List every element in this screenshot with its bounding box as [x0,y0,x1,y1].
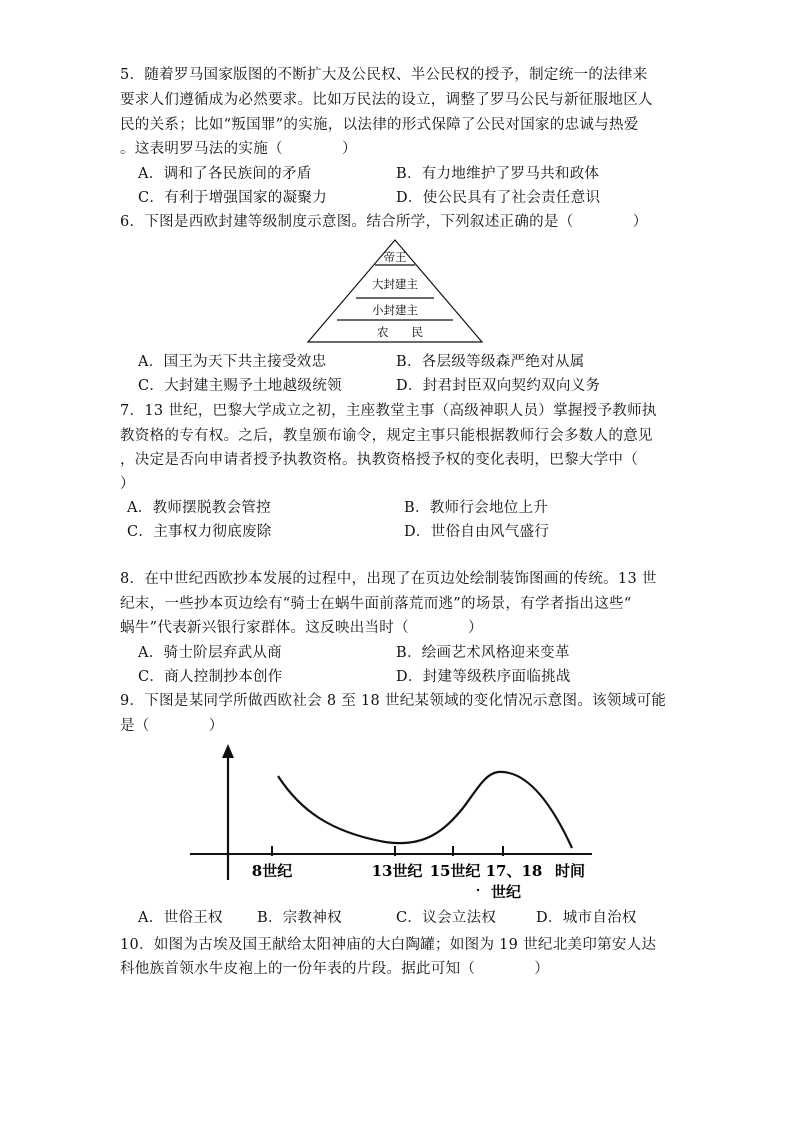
q6-stem: 6．下图是西欧封建等级制度示意图。结合所学，下列叙述正确的是（ ） [120,214,648,230]
tick-label-8th-century: 8世纪 [251,862,293,880]
q6-option-d: D．封君封臣双向契约双向义务 [396,378,601,394]
q5-option-c: C．有利于增强国家的凝聚力 [138,190,327,206]
q10-line-1: 10．如图为古埃及国王献给太阳神庙的大白陶罐；如图为 19 世纪北美印第安人达 [120,937,657,953]
tick-label-13th-century: 13世纪 [371,862,423,880]
q7-line-2: 教资格的专有权。之后，教皇颁布谕令，规定主事只能根据教师行会多数人的意见 [120,428,653,444]
stray-dot [477,889,479,891]
q5-option-a: A．调和了各民族间的矛盾 [138,166,312,182]
pyramid-level-great-lords: 大封建主 [372,277,418,291]
pyramid-level-emperor: 帝王 [383,250,407,264]
q6-option-c: C．大封建主赐予土地越级统领 [138,378,342,394]
feudal-hierarchy-pyramid [300,236,490,348]
pyramid-level-peasants: 农 民 [377,325,423,339]
q8-option-c: C．商人控制抄本创作 [138,669,283,685]
q5-line-2: 要求人们遵循成为必然要求。比如万民法的设立，调整了罗马公民与新征服地区人 [120,92,653,108]
q5-line-1: 5．随着罗马国家版图的不断扩大及公民权、半公民权的授予，制定统一的法律来 [120,67,648,83]
q7-option-d: D．世俗自由风气盛行 [404,524,550,540]
q9-option-a: A．世俗王权 [138,910,223,926]
q9-option-c: C．议会立法权 [396,910,497,926]
tick-label-17-18: 17、18 [485,862,543,880]
q5-line-4: 。这表明罗马法的实施（ ） [120,141,357,157]
q7-line-1: 7．13 世纪，巴黎大学成立之初，主座教堂主事（高级神职人员）掌握授予教师执 [120,403,657,419]
q8-line-3: 蜗牛”代表新兴银行家群体。这反映出当时（ ） [120,620,483,636]
q7-option-a: A．教师摆脱教会管控 [127,500,271,516]
q9-option-d: D．城市自治权 [536,910,637,926]
q10-line-2: 科他族首领水牛皮袍上的一份年表的片段。据此可知（ ） [120,961,550,977]
q8-option-b: B．绘画艺术风格迎来变革 [396,645,570,661]
q9-line-2: 是（ ） [120,718,224,734]
q7-line-3: ，决定是否向申请者授予执教资格。执教资格授予权的变化表明，巴黎大学中（ [120,452,638,468]
tick-label-15th-century: 15世纪 [429,862,481,880]
q5-option-d: D．使公民具有了社会责任意识 [396,190,601,206]
y-axis-arrow [222,744,234,758]
q8-option-a: A．骑士阶层弃武从商 [138,645,282,661]
q7-line-4: ） [120,476,135,492]
x-axis-label-time: 时间 [554,862,586,880]
q8-line-2: 纪末，一些抄本页边绘有“骑士在蜗牛面前落荒而逃”的场景，有学者指出这些“ [120,596,632,612]
q5-line-3: 民的关系；比如“叛国罪”的实施，以法律的形式保障了公民对国家的忠诚与热爱 [120,117,639,133]
q8-line-1: 8．在中世纪西欧抄本发展的过程中，出现了在页边处绘制装饰图画的传统。13 世 [120,571,657,587]
tick-label-century: 世纪 [490,883,522,901]
q8-option-d: D．封建等级秩序面临挑战 [396,669,571,685]
q7-option-c: C．主事权力彻底废除 [127,524,272,540]
q5-option-b: B．有力地维护了罗马共和政体 [396,166,600,182]
q6-option-a: A．国王为天下共主接受效忠 [138,354,327,370]
q7-option-b: B．教师行会地位上升 [404,500,549,516]
q9-trend-diagram [180,740,600,905]
trend-curve [278,772,572,848]
q9-line-1: 9．下图是某同学所做西欧社会 8 至 18 世纪某领域的变化情况示意图。该领域可能 [120,693,667,709]
q9-option-b: B．宗教神权 [257,910,342,926]
pyramid-level-lesser-lords: 小封建主 [372,303,418,317]
q6-option-b: B．各层级等级森严绝对从属 [396,354,585,370]
